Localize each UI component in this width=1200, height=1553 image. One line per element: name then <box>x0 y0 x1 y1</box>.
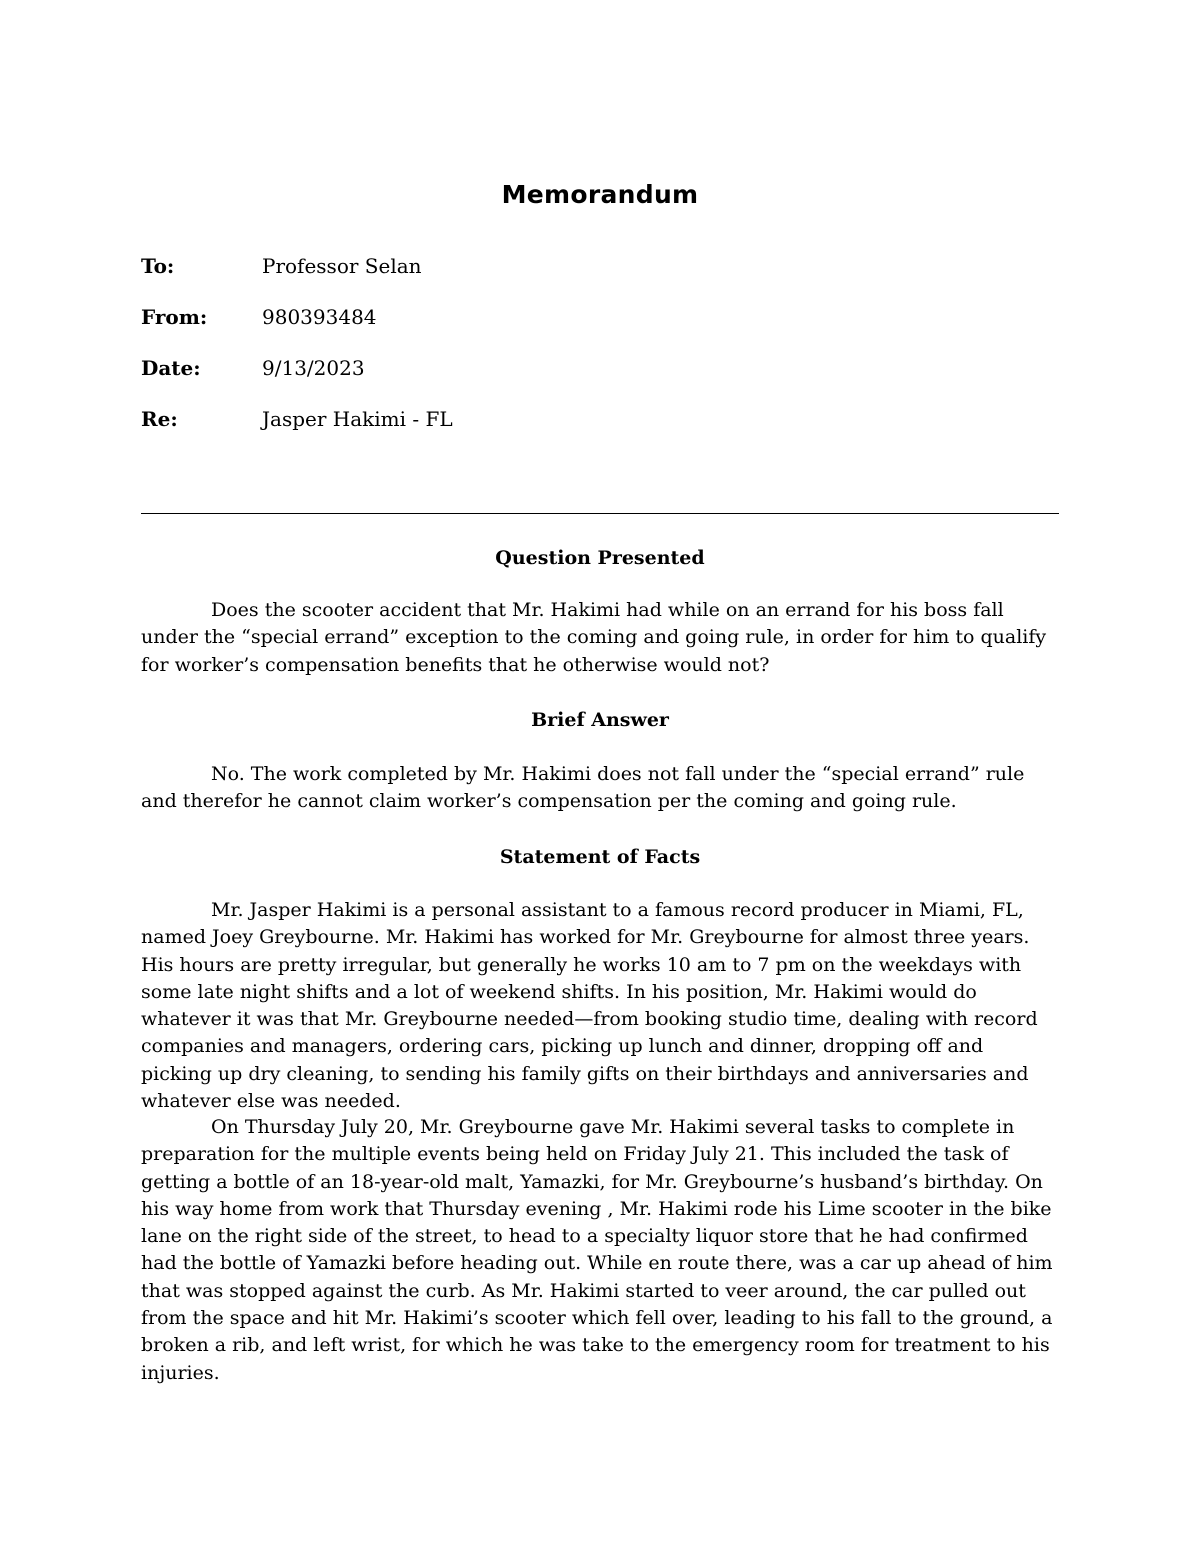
question-heading: Question Presented <box>495 547 705 569</box>
header-divider <box>141 513 1059 514</box>
to-value: Professor Selan <box>262 254 422 278</box>
from-value: 980393484 <box>262 305 377 329</box>
date-value: 9/13/2023 <box>262 356 365 380</box>
re-value: Jasper Hakimi - FL <box>262 407 453 431</box>
re-label: Re: <box>141 407 178 431</box>
memo-title: Memorandum <box>501 180 699 209</box>
facts-paragraph-2: On Thursday July 20, Mr. Greybourne gave Mr. Hakimi several tasks to complete in preparation for the multiple events being held on Friday July 21. This included the task of getting a bottle of an 18-year-old malt, Yamazki, for Mr. Greybourne’s husband’s birthday. On his way home from work that Thursday evening , Mr. Hakimi rode his Lime scooter in the bike lane on the right side of the street, to head to a specialty liquor store that he had confirmed had the bottle of Yamazki before heading out. While en route there, was a car up ahead of him that was stopped against the curb. As Mr. Hakimi started to veer around, the car pulled out from the space and hit Mr. Hakimi’s scooter which fell over, leading to his fall to the ground, a broken a rib, and left wrist, for which he was take to the emergency room for treatment to his injuries. <box>141 1116 1053 1384</box>
facts-paragraph-1: Mr. Jasper Hakimi is a personal assistant to a famous record producer in Miami, FL, named Joey Greybourne. Mr. Hakimi has worked for Mr. Greybourne for almost three years. His hours are pretty irregular, but generally he works 10 am to 7 pm on the weekdays with some late night shifts and a lot of weekend shifts. In his position, Mr. Hakimi would do whatever it was that Mr. Greybourne needed—from booking studio time, dealing with record companies and managers, ordering cars, picking up lunch and dinner, dropping off and picking up dry cleaning, to sending his family gifts on their birthdays and anniversaries and whatever else was needed. <box>141 899 1038 1113</box>
to-label: To: <box>141 254 175 278</box>
date-label: Date: <box>141 356 201 380</box>
from-label: From: <box>141 305 208 329</box>
answer-heading: Brief Answer <box>531 709 669 731</box>
answer-text: No. The work completed by Mr. Hakimi does not fall under the “special errand” rule and therefor he cannot claim worker’s compensation per the coming and going rule. <box>141 763 1025 813</box>
facts-heading: Statement of Facts <box>499 846 701 868</box>
question-text: Does the scooter accident that Mr. Hakimi had while on an errand for his boss fall under the “special errand” exception to the coming and going rule, in order for him to qualify for worker’s compensation benefits that he otherwise would not? <box>141 599 1047 676</box>
